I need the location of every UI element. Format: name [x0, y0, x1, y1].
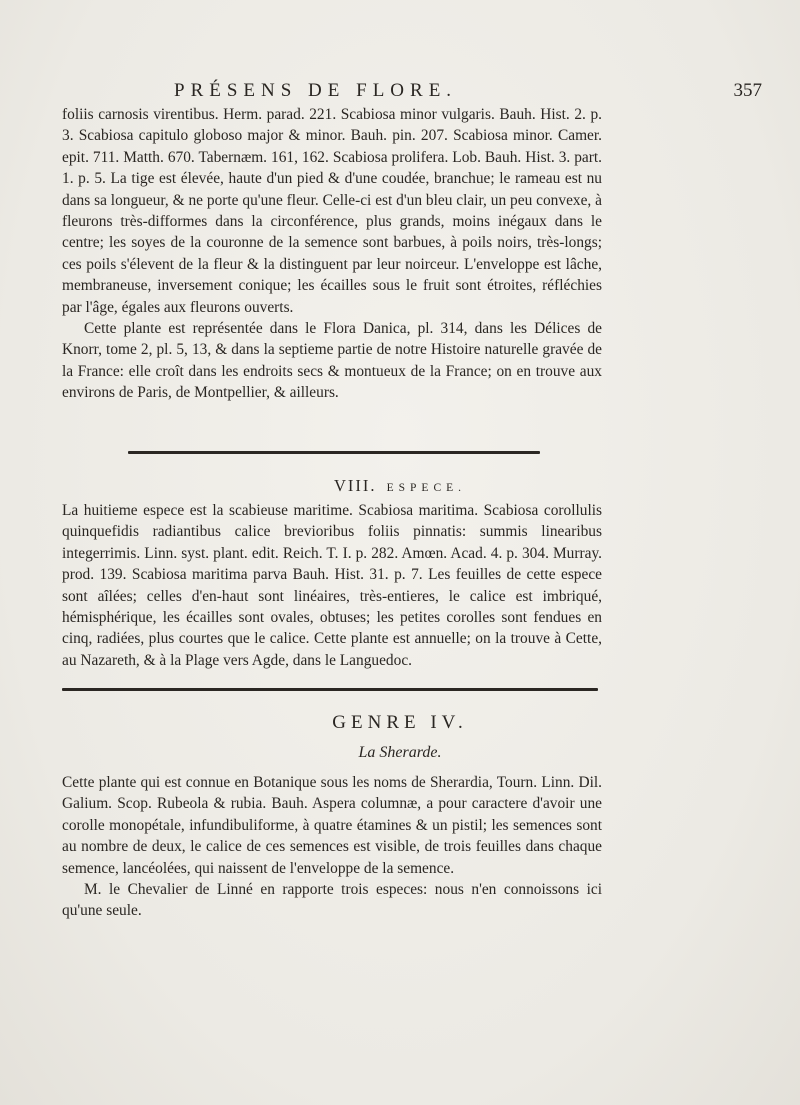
running-title: PRÉSENS DE FLORE.	[174, 80, 458, 101]
paragraph: Cette plante qui est connue en Botanique sous les noms de Sherardia, Tourn. Linn. Dil. Galium. Scop. Rubeola & rubia. Bauh. Aspera columnæ, a pour caractere d'avoir une corolle monopétale, infundibuliforme, à quatre étamines & un pistil; les semences sont au nombre de deux, le calice de ces semences est visible, de trois feuilles dans chaque semence, lancéolées, qui naissent de l'enveloppe de la semence.	[62, 774, 602, 877]
running-head	[62, 80, 762, 104]
paragraph: Cette plante est représentée dans le Flora Danica, pl. 314, dans les Délices de Knorr, tome 2, pl. 5, 13, & dans la septieme partie de notre Histoire naturelle gravée de la France: elle croît dans les endroits secs & montueux de la France; on en trouve aux environs de Paris, de Montpellier, & ailleurs.	[62, 320, 602, 402]
paragraph: La huitieme espece est la scabieuse maritime. Scabiosa maritima. Scabiosa corollulis quinquefidis radiantibus calice brevioribus foliis pinnatis: summis linearibus integerrimis. Linn. syst. plant. edit. Reich. T. I. p. 282. Amœn. Acad. 4. p. 304. Murray. prod. 139. Scabiosa maritima parva Bauh. Hist. 31. p. 7. Les feuilles de cette espece sont aîlées; celles d'en-haut sont linéaires, très-entieres, le calice est imbriqué, hémisphérique, les écailles sont ovales, obtuses; les petites corolles sont fendues en cinq, radiées, plus courtes que le calice. Cette plante est annuelle; on la trouve à Cette, au Nazareth, & à la Plage vers Agde, dans le Languedoc.	[62, 502, 602, 669]
text-block-scabiosa-maritima	[62, 500, 602, 671]
page-number: 357	[733, 80, 762, 101]
species-label: ESPECE.	[386, 482, 467, 494]
genus-name: La Sherarde.	[358, 744, 442, 761]
section-divider	[128, 451, 540, 454]
text-block-sherarde	[62, 772, 602, 922]
paragraph: M. le Chevalier de Linné en rapporte trois especes: nous n'en connoissons ici qu'une seule.	[62, 881, 602, 920]
species-numeral: VIII.	[333, 476, 377, 495]
genre-heading: GENRE IV.	[332, 712, 468, 733]
text-block-scabiosa-minor	[62, 104, 602, 404]
species-heading	[0, 476, 800, 496]
section-divider	[62, 688, 598, 691]
paragraph: foliis carnosis virentibus. Herm. parad. 221. Scabiosa minor vulgaris. Bauh. Hist. 2. p. 3. Scabiosa capitulo globoso major & minor. Bauh. pin. 207. Scabiosa minor. Camer. epit. 711. Matth. 670. Tabernæm. 161, 162. Scabiosa prolifera. Lob. Bauh. Hist. 3. part. 1. p. 5. La tige est élevée, haute d'un pied & d'une coudée, branchue; le rameau est nu dans sa longueur, & ne porte qu'une fleur. Celle-ci est d'un bleu clair, un peu convexe, à fleurons très-difformes dans la circonférence, plus grands, moins inégaux dans le centre; les soyes de la couronne de la semence sont barbues, à poils noirs, très-longs; ces poils s'élevent de la fleur & la distinguent par leur noirceur. L'enveloppe est lâche, membraneuse, inversement conique; les écailles sous le fruit sont étroites, réfléchies par l'âge, égales aux fleurons ouverts.	[62, 106, 602, 316]
